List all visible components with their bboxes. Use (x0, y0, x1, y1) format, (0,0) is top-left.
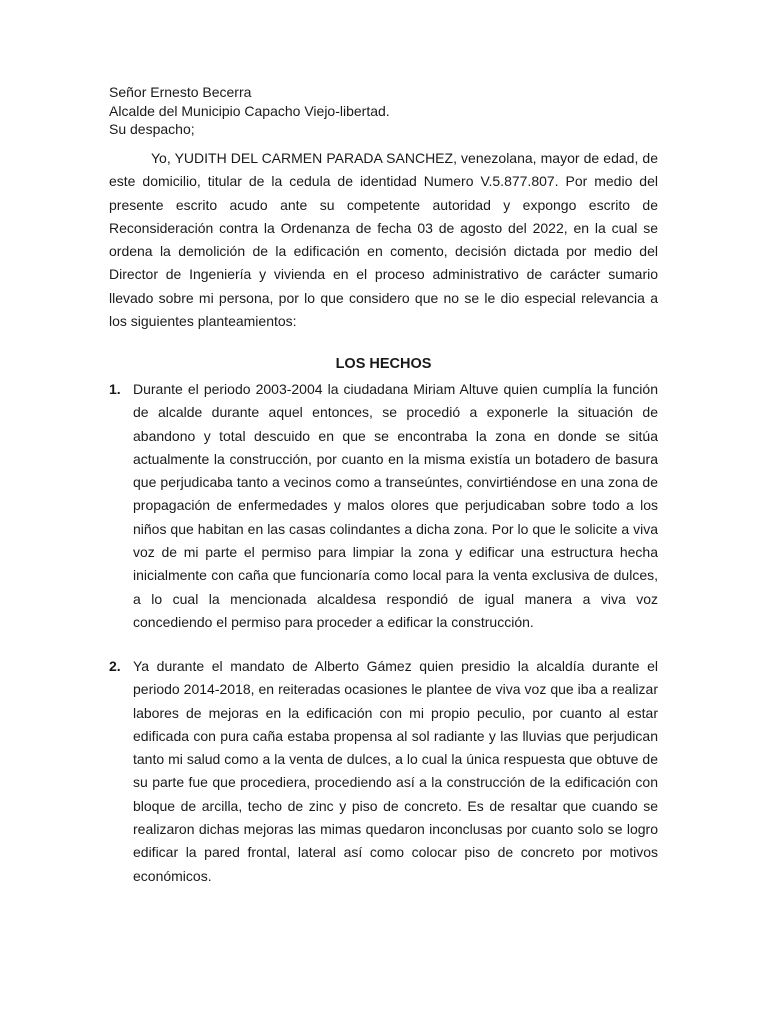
fact-number: 2. (109, 658, 121, 674)
fact-number: 1. (109, 381, 121, 397)
letter-header (109, 83, 669, 139)
recipient-name: Señor Ernesto Becerra (109, 84, 252, 100)
recipient-position: Alcalde del Municipio Capacho Viejo-libertad. (109, 102, 390, 119)
intro-paragraph: Yo, YUDITH DEL CARMEN PARADA SANCHEZ, venezolana, mayor de edad, de este domicilio, titular de la cedula de identidad Numero V.5.877.807. Por medio del presente escrito acudo ante su competente autoridad y expongo escrito de Reconsideración contra la Ordenanza de fecha 03 de agosto del 2022, en la cual se ordena la demolición de la edificación en comento, decisión dictada por medio del Director de Ingeniería y vivienda en el proceso administrativo de carácter sumario llevado sobre mi persona, por lo que considero que no se le dio especial relevancia a los siguientes planteamientos: (109, 150, 658, 330)
fact-item (109, 378, 658, 634)
section-title: LOS HECHOS (335, 356, 432, 372)
fact-text: Ya durante el mandato de Alberto Gámez quien presidio la alcaldía durante el periodo 2014-2018, en reiteradas ocasiones le plantee de viva voz que iba a realizar labores de mejoras en la edificación con mi propio peculio, por cuanto al estar edificada con pura caña estaba propensa al sol radiante y las lluvias que perjudican tanto mi salud como a la venta de dulces, a lo cual la única respuesta que obtuve de su parte fue que procediera, procediendo así a la construcción de la edificación con bloque de arcilla, techo de zinc y piso de concreto. Es de resaltar que cuando se realizaron dichas mejoras las mimas quedaron inconclusas por cuanto solo se logro edificar la pared frontal, lateral así como colocar piso de concreto por motivos económicos. (133, 658, 658, 884)
fact-text: Durante el periodo 2003-2004 la ciudadana Miriam Altuve quien cumplía la función de alcalde durante aquel entonces, se procedió a exponerle la situación de abandono y total descuido en que se encontraba la zona en donde se sitúa actualmente la construcción, por cuanto en la misma existía un botadero de basura que perjudicaba tanto a vecinos como a transeúntes, convirtiéndose en una zona de propagación de enfermedades y malos olores que perjudicaban sobre todo a los niños que habitan en las casas colindantes a dicha zona. Por lo que le solicite a viva voz de mi parte el permiso para limpiar la zona y edificar una estructura hecha inicialmente con caña que funcionaría como local para la venta exclusiva de dulces, a lo cual la mencionada alcaldesa respondió de igual manera a viva voz concediendo el permiso para proceder a edificar la construcción. (133, 381, 658, 630)
fact-item (109, 655, 658, 888)
salutation: Su despacho; (109, 121, 195, 137)
